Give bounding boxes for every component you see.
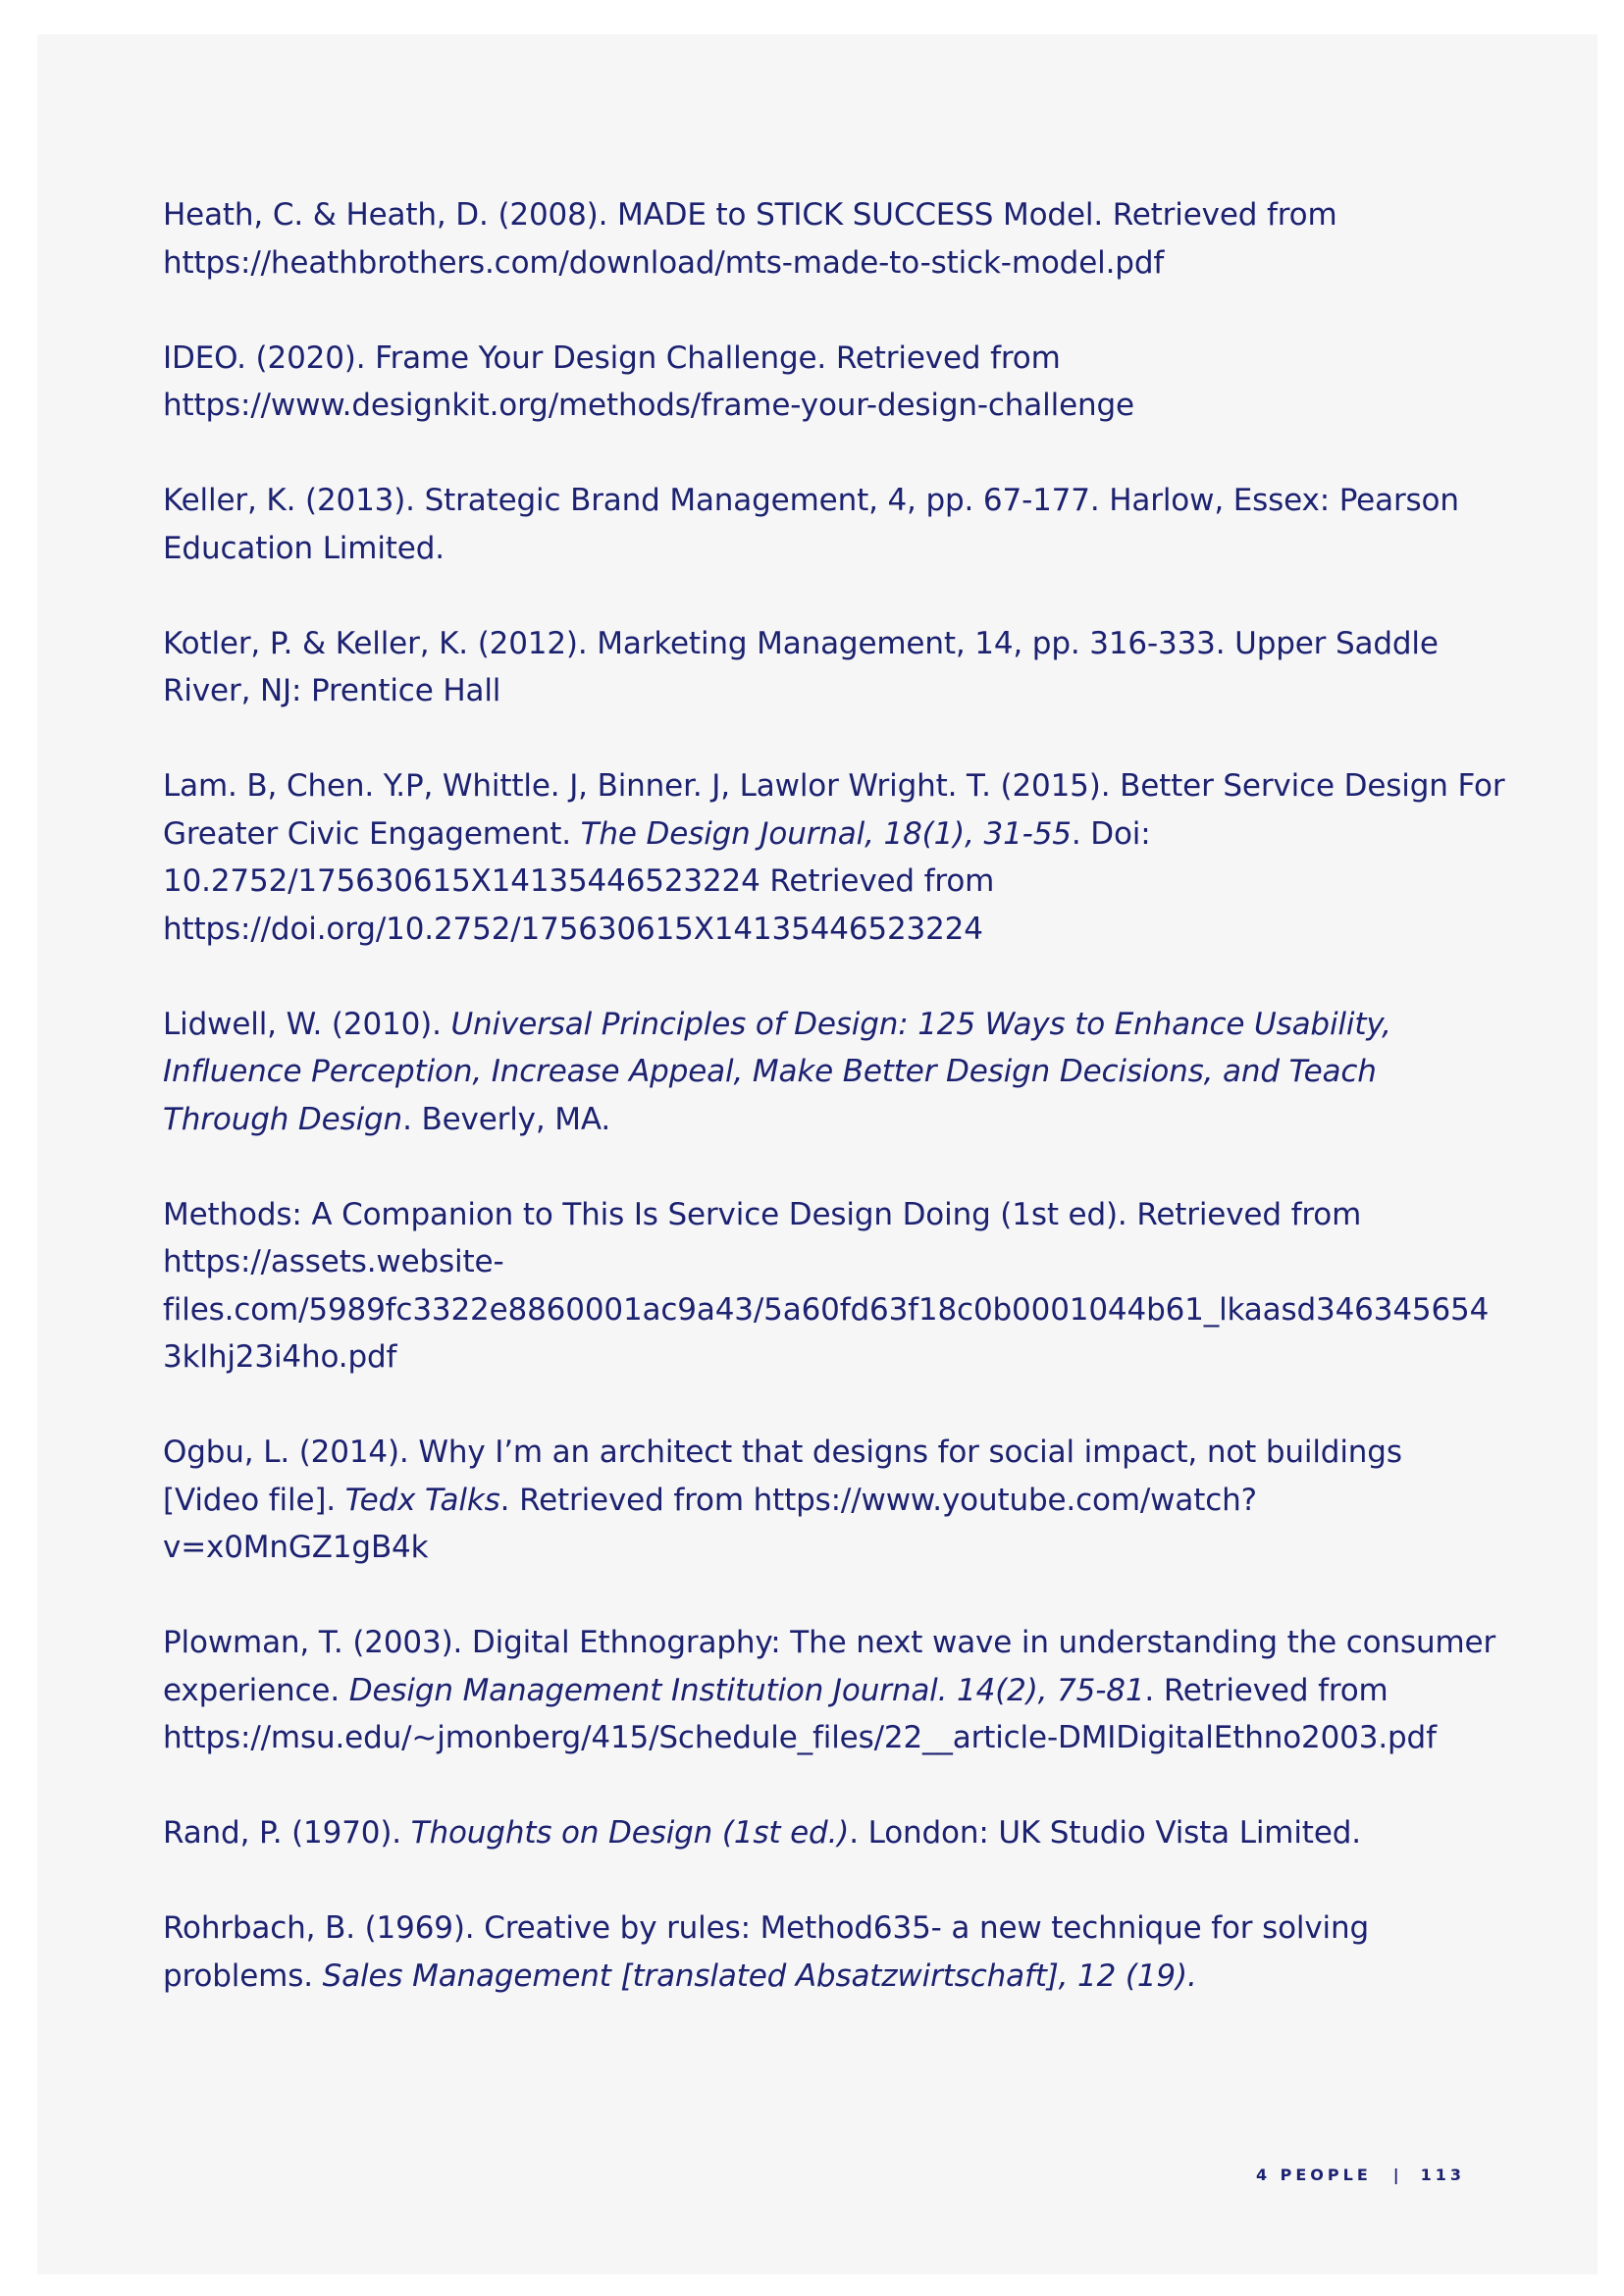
reference-text: Rand, P. (1970).: [163, 1815, 411, 1851]
page-number: 113: [1420, 2166, 1465, 2184]
reference-entry: [163, 762, 1507, 953]
reference-entry: [163, 1429, 1507, 1572]
reference-text: Plowman, T. (2003). Digital Ethnography: The next wave in understanding the consumer experience.: [163, 1625, 1496, 1708]
reference-entry: [163, 477, 1507, 572]
reference-text: . Retrieved from https://msu.edu/~jmonberg/415/Schedule_files/22__article-DMIDigitalEthno2003.pdf: [163, 1672, 1437, 1755]
reference-text: . London: UK Studio Vista Limited.: [849, 1815, 1361, 1851]
reference-title-italic: The Design Journal, 18(1), 31-55: [580, 815, 1072, 852]
footer-separator: |: [1392, 2166, 1399, 2184]
reference-title-italic: Tedx Talks: [344, 1482, 500, 1518]
reference-entry: [163, 335, 1507, 430]
reference-text: Lidwell, W. (2010).: [163, 1006, 451, 1042]
reference-entry: [163, 620, 1507, 715]
reference-text: . Doi: 10.2752/175630615X14135446523224 Retrieved from https://doi.org/10.2752/175630615X14135446523224: [163, 815, 1151, 947]
page-footer: [1256, 2166, 1465, 2184]
reference-entry: [163, 1191, 1507, 1382]
reference-list: [163, 191, 1507, 2048]
footer-section-label: 4 PEOPLE: [1255, 2166, 1372, 2184]
reference-text: Kotler, P. & Keller, K. (2012). Marketing Management, 14, pp. 316-333. Upper Saddle River, NJ: Prentice Hall: [163, 625, 1439, 708]
reference-text: IDEO. (2020). Frame Your Design Challenge. Retrieved from https://www.designkit.org/methods/frame-your-design-challenge: [163, 339, 1134, 423]
reference-text: Lam. B, Chen. Y.P, Whittle. J, Binner. J, Lawlor Wright. T. (2015). Better Service Design For Greater Civic Engagement.: [163, 768, 1505, 852]
reference-text: . Retrieved from https://www.youtube.com/watch?v=x0MnGZ1gB4k: [163, 1482, 1257, 1565]
reference-entry: [163, 1001, 1507, 1144]
reference-title-italic: Universal Principles of Design: 125 Ways to Enhance Usability, Influence Perception, Increase Appeal, Make Better Design Decisions, and Teach Through Design: [163, 1006, 1391, 1137]
reference-title-italic: Thoughts on Design (1st ed.): [410, 1815, 850, 1851]
document-page: [37, 34, 1598, 2274]
reference-text: Ogbu, L. (2014). Why I’m an architect that designs for social impact, not buildings [Video file].: [163, 1435, 1402, 1518]
reference-title-italic: Sales Management [translated Absatzwirtschaft], 12 (19).: [322, 1957, 1197, 1994]
reference-text: . Beverly, MA.: [402, 1101, 611, 1137]
reference-title-italic: Design Management Institution Journal. 14(2), 75-81: [348, 1672, 1145, 1708]
reference-entry: [163, 1619, 1507, 1762]
reference-text: Heath, C. & Heath, D. (2008). MADE to STICK SUCCESS Model. Retrieved from https://heathbrothers.com/download/mts-made-to-stick-model.pdf: [163, 197, 1337, 281]
reference-text: Methods: A Companion to This Is Service Design Doing (1st ed). Retrieved from https://assets.website-files.com/5989fc3322e8860001ac9a43/5a60fd63f18c0b0001044b61_lkaasd3463456543klhj23i4ho.pdf: [163, 1196, 1490, 1375]
reference-text: Keller, K. (2013). Strategic Brand Management, 4, pp. 67-177. Harlow, Essex: Pearson Education Limited.: [163, 483, 1459, 566]
reference-entry: [163, 1905, 1507, 2000]
reference-entry: [163, 1809, 1507, 1857]
reference-text: Rohrbach, B. (1969). Creative by rules: Method635- a new technique for solving problems.: [163, 1910, 1370, 1994]
reference-entry: [163, 191, 1507, 287]
